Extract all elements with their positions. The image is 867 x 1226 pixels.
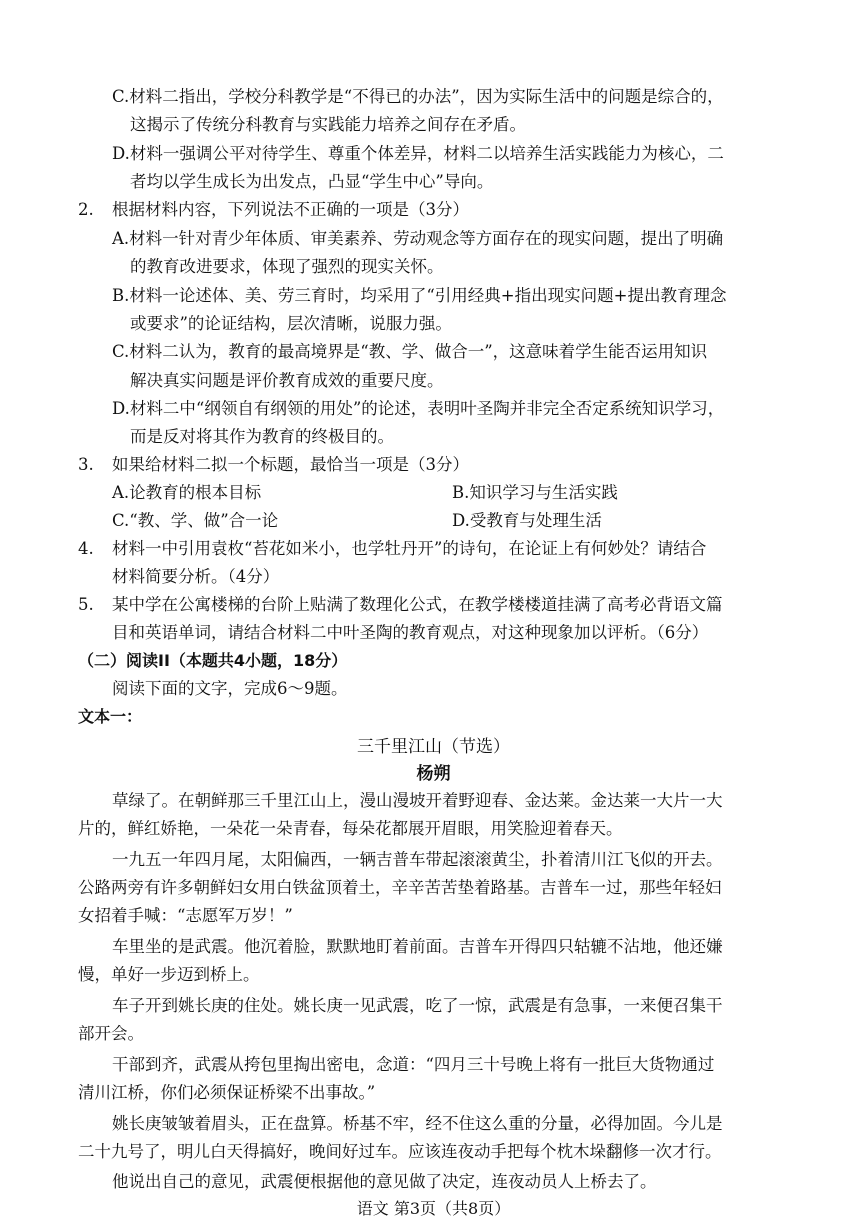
- q4-line1: 材料一中引用袁枚“苔花如米小，也学牡丹开”的诗句，在论证上有何妙处？请结合: [112, 539, 707, 558]
- article-p1-line1: 草绿了。在朝鲜那三千里江山上，漫山漫坡开着野迎春、金达莱。金达莱一大片一大: [112, 791, 723, 810]
- q5-line1: 某中学在公寓楼梯的台阶上贴满了数理化公式，在教学楼楼道挂满了高考必背语文篇: [112, 595, 723, 614]
- q3-option-b: B.知识学习与生活实践: [452, 483, 618, 502]
- article-p4-line2: 部开会。: [78, 1024, 144, 1043]
- q1-option-d-line2: 者均以学生成长为出发点，凸显“学生中心”导向。: [130, 172, 494, 191]
- q2-option-d-line1: D.材料二中“纲领自有纲领的用处”的论述，表明叶圣陶并非完全否定系统知识学习，: [112, 399, 725, 418]
- q4-number: 4.: [78, 539, 94, 558]
- q3-option-d: D.受教育与处理生活: [452, 511, 602, 530]
- q5-number: 5.: [78, 595, 94, 614]
- article-p4-line1: 车子开到姚长庚的住处。姚长庚一见武震，吃了一惊，武震是有急事，一来便召集干: [112, 996, 723, 1015]
- q2-option-c-line2: 解决真实问题是评价教育成效的重要尺度。: [130, 371, 444, 390]
- q3-stem: 如果给材料二拟一个标题，最恰当一项是（3分）: [112, 455, 469, 474]
- q5-line2: 目和英语单词，请结合材料二中叶圣陶的教育观点，对这种现象加以评析。（6分）: [112, 623, 709, 642]
- article-p1-line2: 片的，鲜红娇艳，一朵花一朵青春，每朵花都展开眉眼，用笑脸迎着春天。: [78, 819, 623, 838]
- article-p2-line3: 女招着手喊：“志愿军万岁！”: [78, 906, 293, 925]
- q2-option-a-line2: 的教育改进要求，体现了强烈的现实关怀。: [130, 257, 444, 276]
- article-p6-line2: 二十九号了，明儿白天得搞好，晚间好过车。应该连夜动手把每个枕木垛翻修一次才行。: [78, 1142, 722, 1161]
- q2-option-b-line2: 或要求”的论证结构，层次清晰，说服力强。: [130, 314, 452, 333]
- article-p2-line2: 公路两旁有许多朝鲜妇女用白铁盆顶着土，辛辛苦苦垫着路基。吉普车一过，那些年轻妇: [78, 878, 722, 897]
- section-heading: （二）阅读II（本题共4小题，18分）: [78, 651, 348, 670]
- q2-stem: 根据材料内容，下列说法不正确的一项是（3分）: [112, 200, 469, 219]
- article-p5-line1: 干部到齐，武震从挎包里掏出密电，念道：“四月三十号晚上将有一批巨大货物通过: [112, 1055, 715, 1074]
- section-instruction: 阅读下面的文字，完成6～9题。: [112, 679, 348, 698]
- q2-number: 2.: [78, 200, 94, 219]
- q2-option-d-line2: 而是反对将其作为教育的终极目的。: [130, 427, 394, 446]
- q2-option-c-line1: C.材料二认为，教育的最高境界是“教、学、做合一”，这意味着学生能否运用知识: [112, 342, 708, 361]
- q1-option-c-line1: C.材料二指出，学校分科教学是“不得已的办法”，因为实际生活中的问题是综合的，: [112, 87, 724, 106]
- q3-option-c: C.“教、学、做”合一论: [112, 511, 279, 530]
- article-p2-line1: 一九五一年四月尾，太阳偏西，一辆吉普车带起滚滚黄尘，扑着清川江飞似的开去。: [112, 850, 723, 869]
- article-p3-line1: 车里坐的是武震。他沉着脸，默默地盯着前面。吉普车开得四只轱辘不沾地，他还嫌: [112, 937, 723, 956]
- q1-option-c-line2: 这揭示了传统分科教育与实践能力培养之间存在矛盾。: [130, 115, 526, 134]
- article-p6-line1: 姚长庚皱皱着眉头，正在盘算。桥基不牢，经不住这么重的分量，必得加固。今儿是: [112, 1114, 723, 1133]
- article-p3-line2: 慢，单好一步迈到桥上。: [78, 965, 260, 984]
- article-p5-line2: 清川江桥，你们必须保证桥梁不出事故。”: [78, 1083, 376, 1102]
- text-one-label: 文本一：: [78, 707, 143, 726]
- q3-number: 3.: [78, 455, 94, 474]
- q1-option-d-line1: D.材料一强调公平对待学生、尊重个体差异，材料二以培养生活实践能力为核心，二: [112, 144, 724, 163]
- q2-option-a-line1: A.材料一针对青少年体质、审美素养、劳动观念等方面存在的现实问题，提出了明确: [112, 229, 724, 248]
- q2-option-b-line1: B.材料一论述体、美、劳三育时，均采用了“引用经典+指出现实问题+提出教育理念: [112, 286, 727, 305]
- q3-option-a: A.论教育的根本目标: [112, 483, 262, 502]
- article-author: 杨朔: [416, 764, 451, 784]
- article-title: 三千里江山（节选）: [357, 737, 510, 757]
- page-footer: 语文 第3页（共8页）: [356, 1199, 511, 1218]
- article-p7-line1: 他说出自己的意见，武震便根据他的意见做了决定，连夜动员人上桥去了。: [112, 1172, 657, 1191]
- q4-line2: 材料简要分析。（4分）: [112, 567, 280, 586]
